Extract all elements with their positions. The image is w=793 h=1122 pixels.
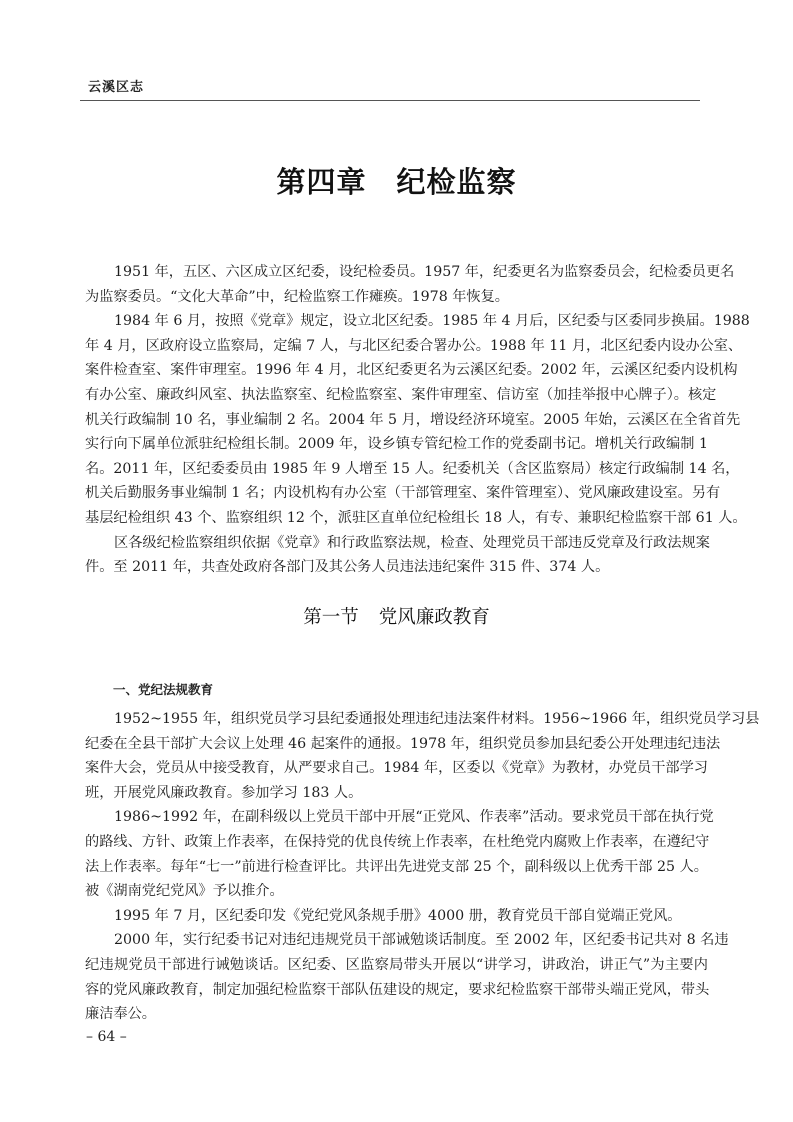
paragraph	[85, 309, 750, 530]
chapter-intro	[85, 260, 750, 580]
text-line: 2000 年，实行纪委书记对违纪违规党员干部诫勉谈话制度。至 2002 年，区纪委书记共对 8 名违	[114, 932, 729, 949]
text-line: 法上作表率。每年“七一”前进行检查评比。共评出先进党支部 25 个，副科级以上优秀干部 25 人。	[85, 858, 708, 875]
text-line: 纪委在全县干部扩大会议上处理 46 起案件的通报。1978 年，组织党员参加县纪委公开处理违纪违法	[85, 735, 721, 752]
text-line: 件。至 2011 年，共查处政府各部门及其公务人员违法违纪案件 315 件、374 人。	[85, 559, 610, 576]
subsection-title: 一、党纪法规教育	[113, 682, 214, 697]
text-line: 的路线、方针、政策上作表率，在保持党的优良传统上作表率，在杜绝党内腐败上作表率，在遵纪守	[85, 833, 710, 850]
chapter-number: 第四章	[276, 165, 367, 199]
text-line: 1952~1955 年，组织党员学习县纪委通报处理违纪违法案件材料。1956~1966 年，组织党员学习县	[114, 711, 760, 727]
header-rule	[80, 100, 700, 101]
text-line: 年 4 月，区政府设立监察局，定编 7 人，与北区纪委合署办公。1988 年 11 月，北区纪委内设办公室、	[85, 337, 743, 354]
text-line: 1984 年 6 月，按照《党章》规定，设立北区纪委。1985 年 4 月后，区纪委与区委同步换届。1988	[114, 313, 750, 330]
text-line: 廉洁奉公。	[85, 1006, 156, 1023]
text-line: 有办公室、廉政纠风室、执法监察室、纪检监察室、案件审理室、信访室（加挂举报中心牌子）。核定	[85, 386, 717, 403]
text-line: 案件大会，党员从中接受教育，从严要求自己。1984 年，区委以《党章》为教材，办党员干部学习	[85, 760, 708, 777]
text-line: 班，开展党风廉政教育。参加学习 183 人。	[85, 784, 363, 801]
section-number: 第一节	[303, 607, 359, 628]
text-line: 容的党风廉政教育，制定加强纪检监察干部队伍建设的规定，要求纪检监察干部带头端正党风，带头	[85, 981, 710, 998]
paragraph	[85, 928, 729, 1026]
text-line: 1986~1992 年，在副科级以上党员干部中开展“正党风、作表率”活动。要求党员干部在执行党	[114, 809, 714, 826]
text-line: 机关行政编制 10 名，事业编制 2 名。2004 年 5 月，增设经济环境室。2005 年始，云溪区在全省首先	[85, 411, 741, 428]
text-line: 纪违规党员干部进行诫勉谈话。区纪委、区监察局带头开展以“讲学习，讲政治，讲正气”为主要内	[85, 956, 708, 973]
paragraph	[85, 260, 735, 309]
section-name: 党风廉政教育	[378, 607, 490, 628]
text-line: 为监察委员。“文化大革命”中，纪检监察工作瘫痪。1978 年恢复。	[85, 288, 509, 305]
paragraph	[85, 904, 708, 929]
paragraph	[85, 805, 714, 903]
text-line: 被《湖南党纪党风》予以推介。	[85, 883, 284, 900]
text-line: 区各级纪检监察组织依据《党章》和行政监察法规，检查、处理党员干部违反党章及行政法规案	[114, 534, 710, 551]
text-line: 案件检查室、案件审理室。1996 年 4 月，北区纪委更名为云溪区纪委。2002 年，云溪区纪委内设机构	[85, 362, 738, 379]
section-body	[85, 707, 760, 1027]
text-line: 1951 年，五区、六区成立区纪委，设纪检委员。1957 年，纪委更名为监察委员会，纪检委员更名	[114, 264, 735, 280]
paragraph	[85, 707, 760, 805]
chapter-title	[0, 160, 793, 201]
chapter-name: 纪检监察	[396, 165, 517, 199]
text-line: 基层纪检组织 43 个、监察组织 12 个，派驻区直单位纪检组长 18 人，有专、兼职纪检监察干部 61 人。	[85, 509, 747, 526]
paragraph	[85, 531, 708, 580]
text-line: 实行向下属单位派驻纪检组长制。2009 年，设乡镇专管纪检工作的党委副书记。增机关行政编制 1	[85, 436, 708, 453]
running-head: 云溪区志	[88, 80, 145, 95]
page-number: – 64 –	[86, 1029, 127, 1045]
section-title	[0, 603, 793, 629]
text-line: 名。2011 年，区纪委委员由 1985 年 9 人增至 15 人。纪委机关（含区监察局）核定行政编制 14 名，	[85, 460, 740, 477]
text-line: 1995 年 7 月，区纪委印发《党纪党风条规手册》4000 册，教育党员干部自觉端正党风。	[114, 907, 682, 924]
text-line: 机关后勤服务事业编制 1 名；内设机构有办公室（干部管理室、案件管理室）、党风廉政建设室。另有	[85, 485, 721, 502]
